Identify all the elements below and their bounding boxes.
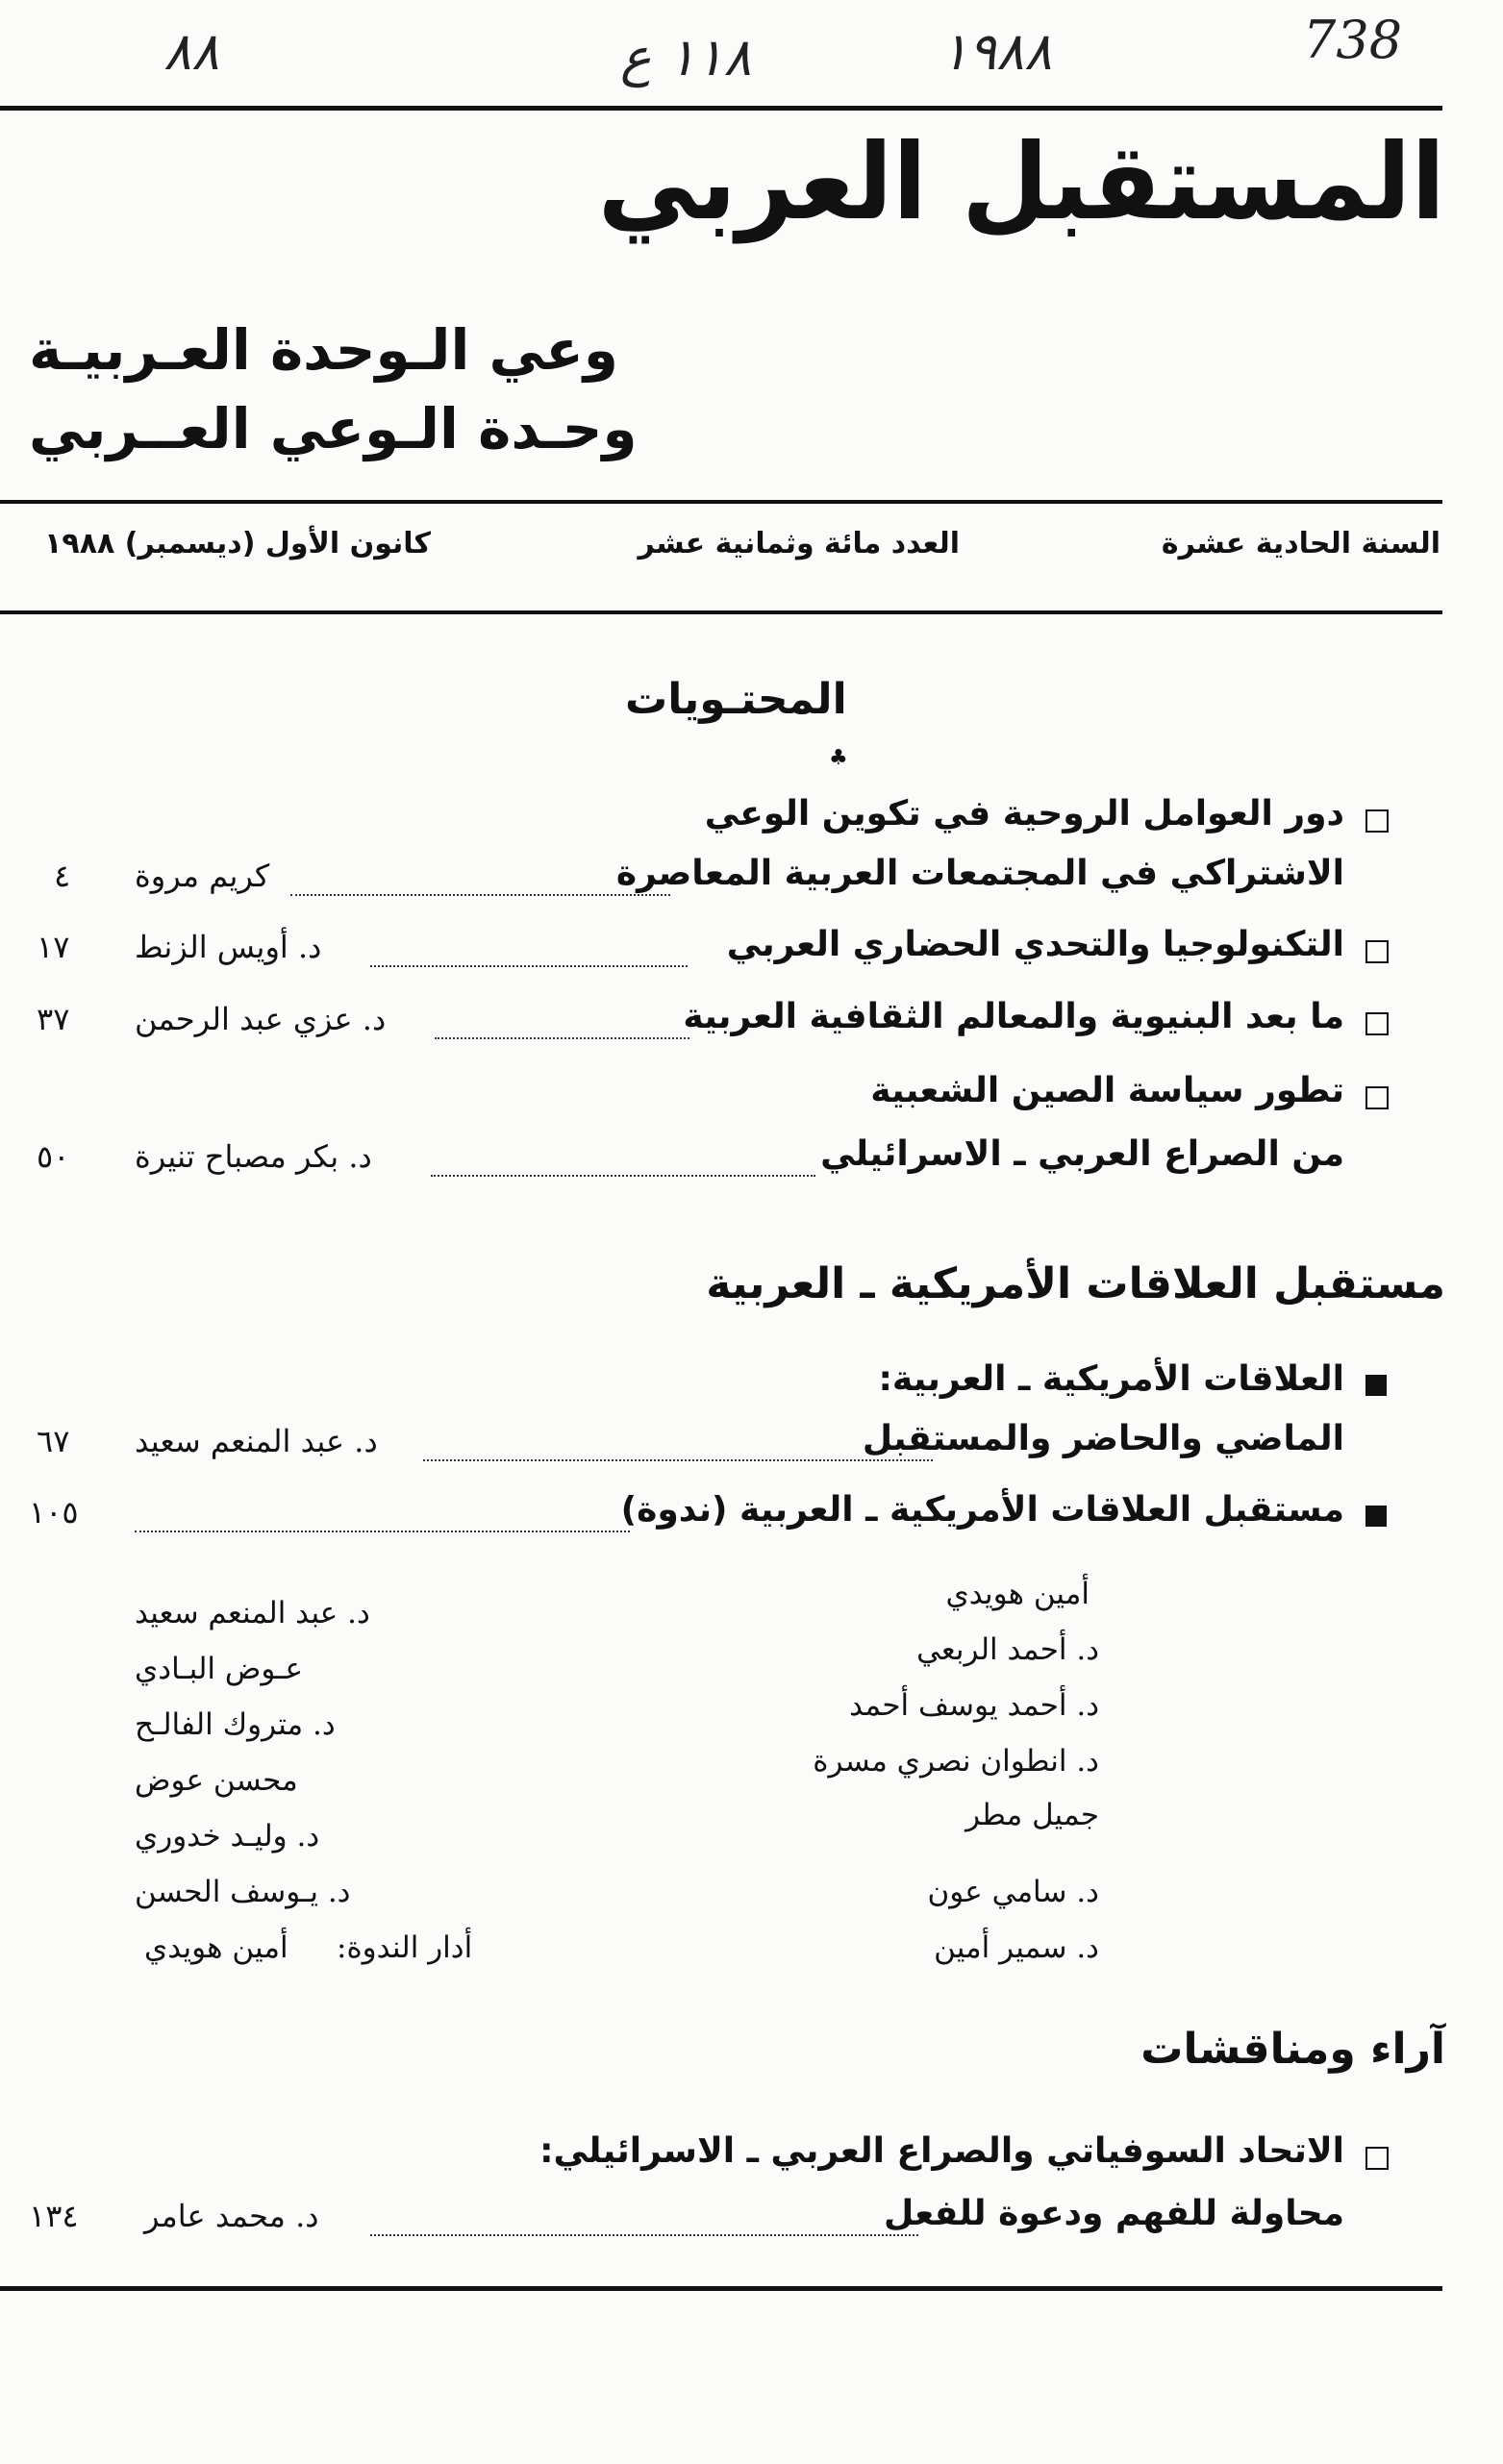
article-page: ٦٧ <box>37 1423 70 1459</box>
participant-name: د. يـوسف الحسن <box>135 1875 351 1909</box>
article-author: د. عزي عبد الرحمن <box>135 1001 387 1037</box>
issue-date: كانون الأول (ديسمبر) ١٩٨٨ <box>44 527 431 560</box>
handwritten-issue: ١١٨ ع <box>620 27 752 87</box>
contents-heading: المحتـويات <box>625 675 847 724</box>
top-rule <box>0 106 1442 111</box>
article-title: تطور سياسة الصين الشعبية <box>870 1071 1344 1110</box>
participant-name: د. أحمد يوسف أحمد <box>849 1688 1099 1723</box>
participant-name: أمين هويدي <box>945 1577 1090 1611</box>
article-page: ١٣٤ <box>29 2198 79 2234</box>
item-bullet-icon <box>1365 1506 1387 1527</box>
participant-name: جميل مطر <box>965 1798 1099 1832</box>
meta-rule-top <box>0 500 1442 504</box>
article-title-continued: محاولة للفهم ودعوة للفعل <box>883 2194 1344 2233</box>
dot-leader <box>423 1459 933 1461</box>
article-author: د. عبد المنعم سعيد <box>135 1423 378 1459</box>
article-author: د. بكر مصباح تنيرة <box>135 1138 372 1175</box>
article-page: ١٧ <box>37 929 70 965</box>
participant-name: د. وليـد خدوري <box>135 1819 320 1854</box>
handwritten-year: ١٩٨٨ <box>940 21 1053 82</box>
meta-rule-bottom <box>0 610 1442 614</box>
issue-theme-line-1: وعي الـوحدة العـربيـة <box>29 317 618 383</box>
participant-name: د. أحمد الربعي <box>916 1632 1099 1667</box>
ornament-icon: ♣ <box>829 746 848 770</box>
article-page: ٥٠ <box>37 1138 70 1175</box>
item-bullet-icon <box>1365 1375 1387 1396</box>
article-page: ٤ <box>54 858 71 894</box>
article-title-continued: الاشتراكي في المجتمعات العربية المعاصرة <box>615 854 1344 893</box>
participant-name: د. عبد المنعم سعيد <box>135 1596 370 1630</box>
participant-name: د. متروك الفالـح <box>135 1707 336 1742</box>
issue-theme-line-2: وحـدة الـوعي العــربي <box>29 396 638 461</box>
dot-leader <box>370 965 688 967</box>
article-title-continued: الماضي والحاضر والمستقبل <box>862 1419 1344 1458</box>
participant-name: د. سمير أمين <box>934 1930 1099 1965</box>
article-title: العلاقات الأمريكية ـ العربية: <box>878 1359 1344 1399</box>
handwritten-number: 738 <box>1303 10 1403 70</box>
bottom-rule <box>0 2286 1442 2291</box>
volume-year: السنة الحادية عشرة <box>1161 527 1440 560</box>
article-title: مستقبل العلاقات الأمريكية ـ العربية (ندوة) <box>620 1490 1344 1530</box>
magazine-logo: المستقبل العربي <box>597 119 1445 244</box>
article-title: الاتحاد السوفياتي والصراع العربي ـ الاسرائيلي: <box>539 2131 1344 2171</box>
section-heading-opinions: آراء ومناقشات <box>1140 2025 1445 2074</box>
article-title: دور العوامل الروحية في تكوين الوعي <box>704 794 1344 834</box>
article-author: كريم مروة <box>135 858 270 894</box>
participant-name: محسن عوض <box>135 1763 298 1798</box>
item-checkbox-icon <box>1365 1086 1389 1109</box>
article-page: ٣٧ <box>37 1001 70 1037</box>
item-checkbox-icon <box>1365 940 1389 963</box>
article-title: ما بعد البنيوية والمعالم الثقافية العربية <box>683 997 1344 1036</box>
moderator-label: أدار الندوة: <box>337 1930 473 1965</box>
issue-number: العدد مائة وثمانية عشر <box>638 527 960 560</box>
item-checkbox-icon <box>1365 1012 1389 1035</box>
section-heading-relations: مستقبل العلاقات الأمريكية ـ العربية <box>706 1259 1445 1308</box>
dot-leader <box>370 2234 918 2236</box>
participant-name: عـوض البـادي <box>135 1652 303 1686</box>
article-author: د. محمد عامر <box>144 2198 319 2234</box>
participant-name: د. سامي عون <box>927 1875 1099 1909</box>
article-author: د. أويس الزنط <box>135 929 322 965</box>
dot-leader <box>431 1175 815 1177</box>
article-title: التكنولوجيا والتحدي الحضاري العربي <box>726 925 1344 964</box>
moderator-name: أمين هويدي <box>144 1930 288 1965</box>
handwritten-page-number: ٨٨ <box>163 21 220 82</box>
article-title-continued: من الصراع العربي ـ الاسرائيلي <box>820 1134 1344 1174</box>
dot-leader <box>290 894 670 896</box>
item-checkbox-icon <box>1365 809 1389 833</box>
item-checkbox-icon <box>1365 2147 1389 2170</box>
dot-leader <box>435 1037 689 1039</box>
participant-name: د. انطوان نصري مسرة <box>813 1744 1099 1779</box>
dot-leader <box>135 1531 630 1532</box>
article-page: ١٠٥ <box>29 1494 79 1531</box>
